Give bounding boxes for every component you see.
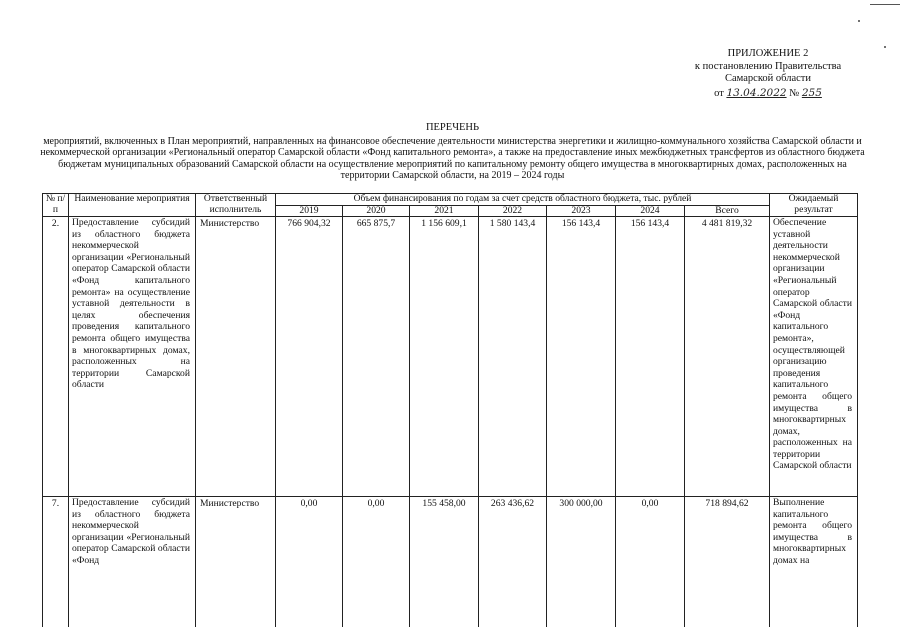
appendix-line-1: к постановлению Правительства	[694, 60, 842, 72]
header-year: 2019	[276, 205, 343, 217]
row-value-2020: 0,00	[343, 497, 410, 627]
document-subtitle: мероприятий, включенных в План мероприятий, направленных на финансовое обеспечение деятельности министерства энергетики и жилищно-коммунального хозяйства Самарской области и некоммерческой организации «Региональный оператор Самарской области «Фонд капитального ремонта», а также на предоставление иных межбюджетных трансфертов из областного бюджета бюджетам муниципальных образований Самарской области на осуществление мероприятий по капитальному ремонту общего имущества в многоквартирных домах, расположенных на территории Самарской области, на 2019 – 2024 годы	[40, 135, 865, 181]
header-result: Ожидаемый результат	[770, 194, 858, 217]
row-value-2022: 263 436,62	[479, 497, 547, 627]
row-number: 7.	[43, 497, 69, 627]
funding-table	[42, 193, 858, 627]
row-value-2022: 1 580 143,4	[479, 217, 547, 497]
header-funding: Объем финансирования по годам за счет средств областного бюджета, тыс. рублей	[276, 194, 770, 206]
document-heading: ПЕРЕЧЕНЬ	[425, 122, 480, 133]
row-result: Обеспечение уставной деятельности некоммерческой организации «Региональный оператор Самарской области «Фонд капитального ремонта», осуществляющей организацию проведения капитального ремонта общего имущества в многоквартирных домах, расположенных на территории Самарской области	[770, 217, 858, 497]
row-value-2020: 665 875,7	[343, 217, 410, 497]
table-row	[43, 497, 858, 627]
header-year: 2022	[479, 205, 547, 217]
row-name: Предоставление субсидий из областного бюджета некоммерческой организации «Региональный оператор Самарской области «Фонд	[69, 497, 196, 627]
row-value-2023: 300 000,00	[547, 497, 616, 627]
row-value-2019: 766 904,32	[276, 217, 343, 497]
appendix-date-line	[714, 87, 822, 101]
appendix-block	[668, 48, 868, 100]
row-value-2024: 0,00	[616, 497, 685, 627]
header-no: № п/п	[43, 194, 69, 217]
header-name: Наименование мероприятия	[69, 194, 196, 217]
document-title-block	[40, 122, 865, 182]
header-year: 2020	[343, 205, 410, 217]
date-prefix: от	[714, 87, 724, 99]
row-number: 2.	[43, 217, 69, 497]
row-name: Предоставление субсидий из областного бюджета некоммерческой организации «Региональный оператор Самарской области «Фонд капитального ремонта» на осуществление уставной деятельности в целях обеспечения проведения капитального ремонта общего имущества в многоквартирных домах, расположенных на территории Самарской области	[69, 217, 196, 497]
row-result: Выполнение капитального ремонта общего имущества в многоквартирных домах на	[770, 497, 858, 627]
scan-speck	[884, 46, 886, 48]
handwritten-number: 255	[801, 86, 822, 99]
row-value-2023: 156 143,4	[547, 217, 616, 497]
row-value-total: 4 481 819,32	[685, 217, 770, 497]
row-value-2021: 155 458,00	[410, 497, 479, 627]
row-executor: Министерство	[196, 497, 276, 627]
header-year: 2024	[616, 205, 685, 217]
scan-edge-line	[870, 4, 900, 5]
handwritten-date: 13.04.2022	[726, 86, 787, 99]
row-executor: Министерство	[196, 217, 276, 497]
header-year: 2021	[410, 205, 479, 217]
header-total: Всего	[685, 205, 770, 217]
header-executor: Ответственный исполнитель	[196, 194, 276, 217]
scan-speck	[858, 20, 860, 22]
header-year: 2023	[547, 205, 616, 217]
row-value-2024: 156 143,4	[616, 217, 685, 497]
row-value-2019: 0,00	[276, 497, 343, 627]
appendix-title: ПРИЛОЖЕНИЕ 2	[727, 48, 809, 59]
appendix-line-2: Самарской области	[725, 73, 811, 84]
table-row	[43, 217, 858, 497]
row-value-2021: 1 156 609,1	[410, 217, 479, 497]
row-value-total: 718 894,62	[685, 497, 770, 627]
number-prefix: №	[789, 87, 800, 99]
